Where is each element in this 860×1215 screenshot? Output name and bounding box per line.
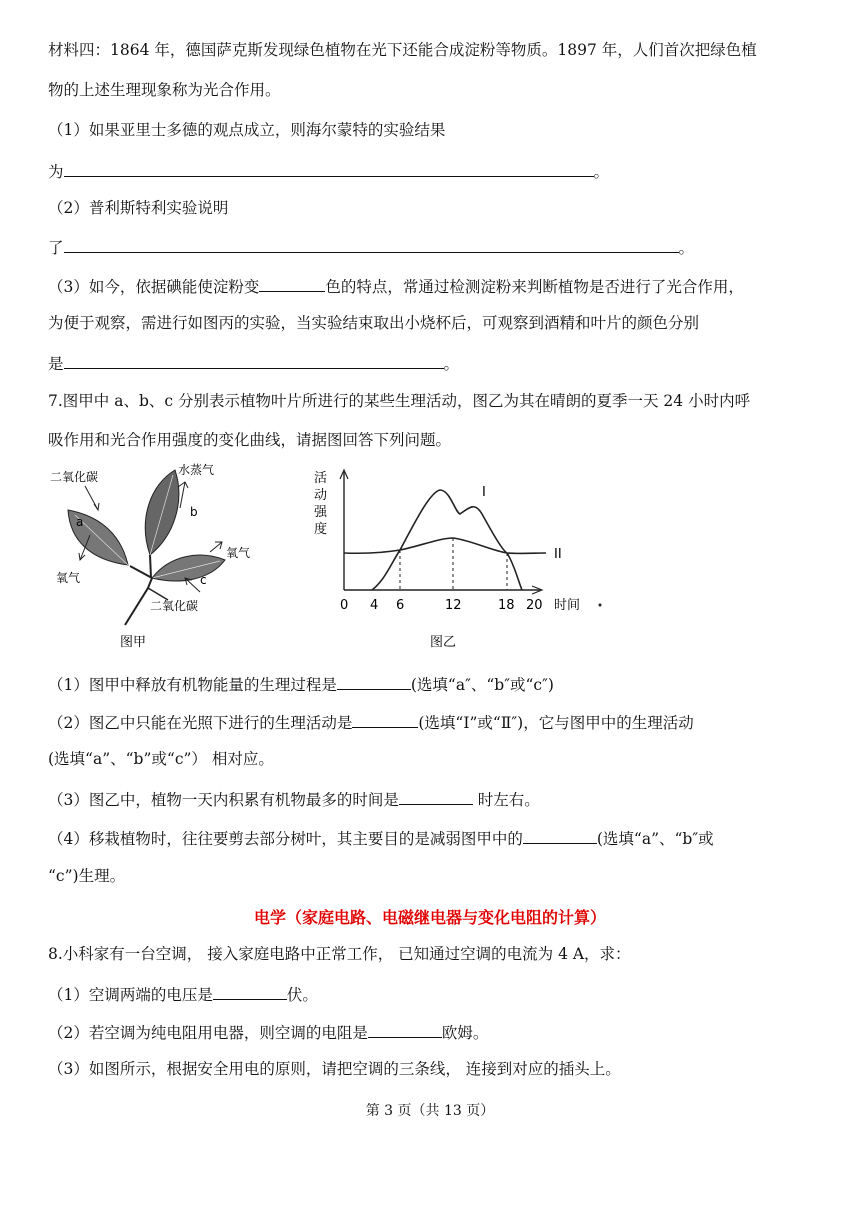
q7-part2-line2: (选填“a”、“b”或“c”） 相对应。 <box>48 750 274 768</box>
label-a: a <box>76 515 84 529</box>
page-footer: 第 3 页（共 13 页） <box>365 1103 495 1119</box>
q6-part2-text: （2）普利斯特利实验说明 <box>48 199 229 217</box>
material4-line1: 材料四：1864 年，德国萨克斯发现绿色植物在光下还能合成淀粉等物质。1897 年，人们首次把绿色植 <box>48 41 757 59</box>
answer-blank[interactable] <box>259 275 325 292</box>
label-co2-bottom: 二氧化碳 <box>150 599 199 613</box>
q6-part1-text: （1）如果亚里士多德的观点成立，则海尔蒙特的实验结果 <box>48 121 446 139</box>
section-title: 电学（家庭电路、电磁继电器与变化电阻的计算） <box>253 908 606 927</box>
q7-stem-line1: 7.图甲中 a、b、c 分别表示植物叶片所进行的某些生理活动，图乙为其在晴朗的夏季一天 24 小时内呼 <box>48 392 751 410</box>
q6-part1-answer-line: 为 。 <box>48 160 609 182</box>
curve-II-label: II <box>554 547 562 562</box>
answer-blank[interactable] <box>368 1021 442 1038</box>
tick-label: 20 <box>526 598 543 613</box>
answer-blank[interactable] <box>337 673 411 690</box>
curve-I <box>372 490 522 590</box>
label-water-vapor: 水蒸气 <box>178 463 215 477</box>
q7-stem-line2: 吸作用和光合作用强度的变化曲线，请据图回答下列问题。 <box>48 431 452 449</box>
answer-blank[interactable] <box>64 352 444 369</box>
label-co2-top: 二氧化碳 <box>50 470 99 484</box>
xlabel: 时间 <box>554 598 581 613</box>
ylabel-char: 活 <box>314 471 328 486</box>
label-c: c <box>200 573 207 587</box>
q7-part1: （1）图甲中释放有机物能量的生理过程是 (选填“a″、“b″或“c″) <box>48 673 554 695</box>
tick-label: 6 <box>396 598 405 613</box>
q7-part2-line1: （2）图乙中只能在光照下进行的生理活动是 (选填“Ⅰ”或“Ⅱ″)，它与图甲中的生理活动 <box>48 711 694 733</box>
q8-part1: （1）空调两端的电压是 伏。 <box>48 983 318 1005</box>
figure-jia-leaf-diagram <box>50 460 290 660</box>
answer-blank[interactable] <box>523 827 597 844</box>
answer-blank[interactable] <box>399 788 473 805</box>
answer-blank[interactable] <box>64 160 594 177</box>
curve-I-label: I <box>482 485 486 500</box>
q8-stem: 8.小科家有一台空调， 接入家庭电路中正常工作， 已知通过空调的电流为 4 A，求： <box>48 945 631 963</box>
label-o2-left: 氧气 <box>56 571 81 585</box>
tick-label: 12 <box>445 598 462 613</box>
label-o2-right: 氧气 <box>226 546 251 560</box>
right-leaf-icon <box>152 555 225 581</box>
tick-label: 0 <box>340 598 349 613</box>
answer-blank[interactable] <box>64 236 679 253</box>
tick-label: 18 <box>498 598 515 613</box>
q6-part3-line2: 为便于观察，需进行如图丙的实验，当实验结束取出小烧杯后，可观察到酒精和叶片的颜色分别 <box>48 314 700 332</box>
q8-part2: （2）若空调为纯电阻用电器，则空调的电阻是 欧姆。 <box>48 1021 488 1043</box>
q6-part3-line1: （3）如今，依据碘能使淀粉变 色的特点，常通过检测淀粉来判断植物是否进行了光合作用， <box>48 275 744 297</box>
answer-blank[interactable] <box>213 983 287 1000</box>
curve-II <box>344 538 546 553</box>
q7-part4-line1: （4）移栽植物时，往往要剪去部分树叶，其主要目的是减弱图甲中的 (选填“a”、“b″或 <box>48 827 714 849</box>
q6-part3-answer-line: 是 。 <box>48 352 459 374</box>
figure-yi-chart <box>300 462 640 654</box>
q6-part2-answer-line: 了 。 <box>48 236 694 258</box>
q7-part3: （3）图乙中，植物一天内积累有机物最多的时间是 时左右。 <box>48 788 540 810</box>
label-b: b <box>190 505 198 519</box>
ylabel-char: 强 <box>314 505 328 520</box>
ylabel-char: 动 <box>314 488 328 503</box>
material4-line2: 物的上述生理现象称为光合作用。 <box>48 81 281 99</box>
caption-yi: 图乙 <box>430 635 457 650</box>
tick-label: 4 <box>370 598 379 613</box>
ylabel-char: 度 <box>314 522 328 537</box>
q7-part4-line2: “c”)生理。 <box>48 867 126 885</box>
caption-jia: 图甲 <box>120 635 147 650</box>
q8-part3: （3）如图所示，根据安全用电的原则，请把空调的三条线， 连接到对应的插头上。 <box>48 1060 621 1078</box>
answer-blank[interactable] <box>352 711 418 728</box>
